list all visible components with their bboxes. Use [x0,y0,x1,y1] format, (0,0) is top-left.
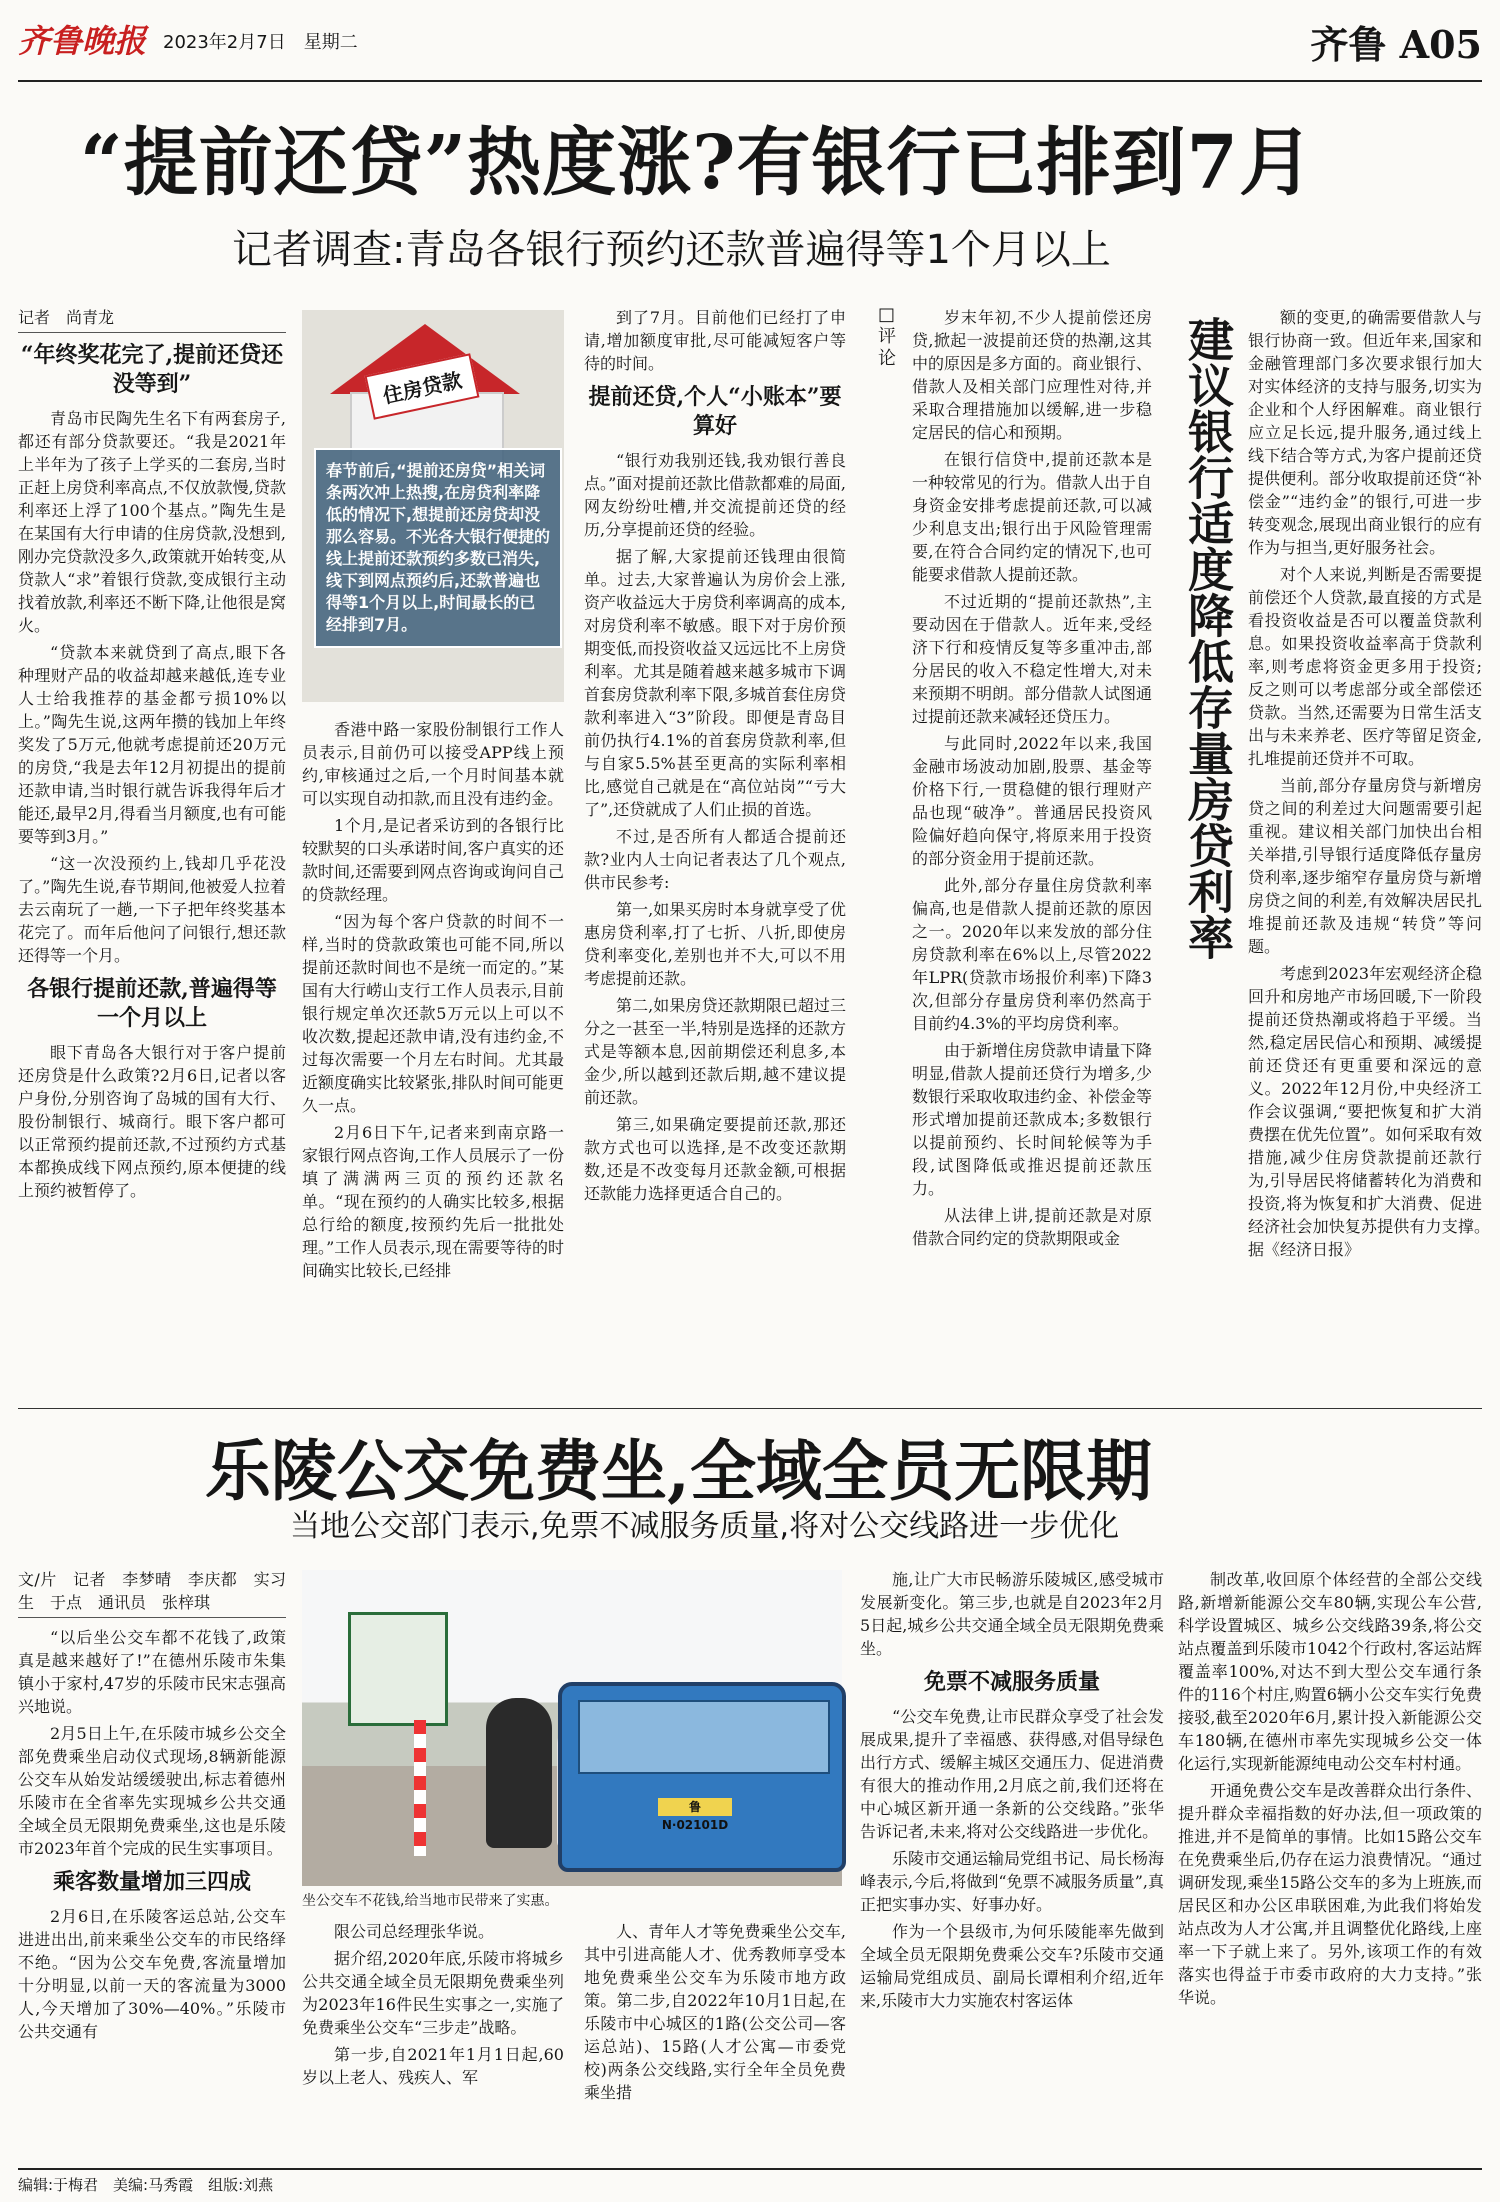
house-loan-photo [302,310,564,702]
story2-column-4 [860,1568,1164,2156]
paragraph: 2月6日下午,记者来到南京路一家银行网点咨询,工作人员展示了一份填了满满两三页的预约还款名单。“现在预约的人确实比较多,根据总行给的额度,按预约先后一批批处理。”工作人员表示,现在需要等待的时间确实比较长,已经排 [302,1123,564,1280]
paragraph: 第二,如果房贷还款期限已超过三分之一甚至一半,特别是选择的还款方式是等额本息,因前期偿还利息多,本金少,所以越到还款后期,越不建议提前还款。 [584,996,846,1107]
paragraph: “因为每个客户贷款的时间不一样,当时的贷款政策也可能不同,所以提前还款时间也不是统一而定的。”某国有大行崂山支行工作人员表示,目前银行规定单次还款5万元以上可以不收次数,提起还款申请,没有违约金,不过每次需要一个月左右时间。尤其最近额度确实比较紧张,排队时间可能更久一点。 [302,912,564,1115]
paragraph: 开通免费公交车是改善群众出行条件、提升群众幸福指数的好办法,但一项政策的推进,并不是简单的事情。比如15路公交车在免费乘坐后,仍存在运力浪费情况。“通过调研发现,乘坐15路公交车的多为上班族,而居民区和办公区串联困难,为此我们将始发站点改为人才公寓,并且调整优化路线,上座率一下子就上来了。另外,该项工作的有效落实也得益于市委市政府的大力支持。”张华说。 [1178,1781,1483,2007]
section-subheading: 乘客数量增加三四成 [52,1869,251,1895]
paragraph: 青岛市民陶先生名下有两套房子,都还有部分贷款要还。“我是2021年上半年为了孩子上学买的二套房,当时正赶上房贷利率高点,不仅放款慢,贷款利率还上浮了100个基点。”陶先生是在某国有大行申请的住房贷款,没想到,刚办完贷款没多久,政策就开始转变,从贷款人“求”着银行贷款,变成银行主动找着放款,利率还不断下降,让他很是窝火。 [18,409,286,635]
paragraph: 作为一个县级市,为何乐陵能率先做到全域全员无限期免费乘公交车?乐陵市交通运输局党组成员、副局长谭相利介绍,近年来,乐陵市大力实施农村客运体 [860,1922,1164,2010]
bus-boarding-photo [302,1570,842,1886]
paragraph: 制改革,收回原个体经营的全部公交线路,新增新能源公交车80辆,实现公车公营,科学设置城区、城乡公交线路39条,将公交站点覆盖到乐陵市1042个行政村,客运站辉覆盖率100%,对达不到大型公交车通行条件的116个村庄,购置6辆小公交车实行免费接驳,截至2020年6月,累计投入新能源公交车180辆,在德州市率先实现城乡公交一体化运行,实现新能源纯电动公交车村村通。 [1178,1570,1482,1773]
paragraph: “以后坐公交车都不花钱了,政策真是越来越好了!”在德州乐陵市朱集镇小于家村,47岁的乐陵市民宋志强高兴地说。 [18,1628,286,1716]
striped-pole-icon [414,1720,426,1856]
commentary-column-2 [1248,306,1499,1408]
paragraph: 在银行信贷中,提前还款本是一种较常见的行为。借款人出于自身资金安排考虑提前还款,可以减少利息支出;银行出于风险管理需要,在符合合同约定的情况下,也可能要求借款人提前还款。 [912,450,1153,584]
story1-column-2 [302,718,564,1408]
story1-column-3 [584,306,846,1408]
paragraph: “公交车免费,让市民群众享受了社会发展成果,提升了幸福感、获得感,对倡导绿色出行方式、缓解主城区交通压力、促进消费有很大的推动作用,2月底之前,我们还将在中心城区新开通一条新的公交线路。”张华告诉记者,未来,将对公交线路进一步优化。 [860,1707,1165,1841]
paragraph: 人、青年人才等免费乘坐公交车,其中引进高能人才、优秀教师享受本地免费乘坐公交车为乐陵市地方政策。第二步,自2022年10月1日起,在乐陵市中心城区的1路(公交公司—客运总站)、15路(人才公寓—市委党校)两条公交线路,实行全年全员免费乘坐措 [584,1922,846,2102]
editor-credits: 编辑:于梅君 美编:马秀霞 组版:刘燕 [18,2168,1482,2195]
paragraph: 到了7月。目前他们已经打了申请,增加额度审批,尽可能减短客户等待的时间。 [584,308,846,373]
paragraph: 从法律上讲,提前还款是对原借款合同约定的贷款期限或金 [912,1206,1152,1248]
paragraph: 不过,是否所有人都适合提前还款?业内人士向记者表达了几个观点,供市民参考: [584,827,846,892]
bus-photo-caption: 坐公交车不花钱,给当地市民带来了实惠。 [302,1893,559,1909]
paragraph: 施,让广大市民畅游乐陵城区,感受城市发展新变化。第三步,也就是自2023年2月5日起,城乡公共交通全域全员无限期免费乘坐。 [860,1570,1164,1658]
paragraph: 由于新增住房贷款申请量下降明显,借款人提前还贷行为增多,少数银行采取收取违约金、补偿金等形式增加提前还款成本;多数银行以提前预约、长时间轮候等为手段,试图降低或推迟提前还款压力。 [912,1041,1153,1198]
paragraph: 考虑到2023年宏观经济企稳回升和房地产市场回暖,下一阶段提前还贷热潮或将趋于平缓。当然,稳定居民信心和预期、减缓提前还贷还有更重要和深远的意义。2022年12月份,中央经济工作会议强调,“要把恢复和扩大消费摆在优先位置”。如何采取有效措施,减少住房贷款提前还款行为,引导居民将储蓄转化为消费和投资,将为恢复和扩大消费、促进经济社会加快复苏提供有力支撑。 据《经济日报》 [1248,964,1499,1259]
section-page-number: 齐鲁 A05 [1310,22,1482,67]
paragraph: 对个人来说,判断是否需要提前偿还个人贷款,最直接的方式是看投资收益是否可以覆盖贷款利息。如果投资收益率高于贷款利率,则考虑将资金更多用于投资;反之则可以考虑部分或全部偿还贷款。当然,还需要为日常生活支出与未来养老、医疗等留足资金,扎堆提前还贷并不可取。 [1248,565,1482,768]
paragraph: 当前,部分存量房贷与新增房贷之间的利差过大问题需要引起重视。建议相关部门加快出台相关举措,引导银行适度降低存量房贷利率,逐步缩窄存量房贷与新增房贷之间的利差,有效解决居民扎堆提前还款及违规“转贷”等问题。 [1248,776,1482,956]
section-subheading: 免票不减服务质量 [923,1669,1100,1695]
section-subheading: 各银行提前还款,普遍得等一个月以上 [27,976,277,1031]
story1-byline: 记者 尚青龙 [18,306,286,333]
subheadline-free-bus: 当地公交部门表示,免票不减服务质量,将对公交线路进一步优化 [290,1509,1120,1544]
paragraph: 限公司总经理张华说。 [334,1922,495,1941]
paragraph: “贷款本来就贷到了高点,眼下各种理财产品的收益却越来越低,连专业人士给我推荐的基金都亏损10%以上。”陶先生说,这两年攒的钱加上年终奖发了5万元,他就考虑提前还20万元的房贷,“我是去年12月初提出的提前还款申请,当时银行就告诉我得年后才能还,最早2月,得看当月额度,也有可能要等到3月。” [18,643,286,846]
story1-column-1 [18,306,286,1406]
house-loan-tag: 住房贷款 [365,353,480,419]
commentary-column-1 [912,306,1152,1408]
paragraph: 不过近期的“提前还款热”,主要动因在于借款人。近年来,受经济下行和疫情反复等多重冲击,部分居民的收入不稳定性增大,对未来预期不明朗。部分借款人试图通过提前还款来减轻还贷压力。 [912,592,1153,726]
paragraph: 第一步,自2021年1月1日起,60岁以上老人、残疾人、军 [302,2045,564,2087]
paragraph: 2月6日,在乐陵客运总站,公交车进进出出,前来乘坐公交车的市民络绎不绝。“因为公交车免费,客流量增加十分明显,以前一天的客流量为3000人,今天增加了30%—40%。”乐陵市公共交通有 [18,1907,286,2041]
story2-column-1 [18,1568,286,2156]
photo-caption-box: 春节前后,“提前还房贷”相关词条两次冲上热搜,在房贷利率降低的情况下,想提前还房贷却没那么容易。不光各大银行便捷的线上提前还款预约多数已消失,线下到网点预约后,还款普遍也得等1个月以上,时间最长的已经排到7月。 [314,448,562,648]
paragraph: 眼下青岛各大银行对于客户提前还房贷是什么政策?2月6日,记者以客户身份,分别咨询了岛城的国有大行、股份制银行、城商行。眼下客户都可以正常预约提前还款,不过预约方式基本都换成线下网点预约,原本便捷的线上预约被暂停了。 [18,1043,286,1200]
section-subheading: 提前还贷,个人“小账本”要算好 [588,384,842,439]
paragraph: 据介绍,2020年底,乐陵市将城乡公共交通全域全员无限期免费乘坐列为2023年16件民生实事之一,实施了免费乘坐公交车“三步走”战略。 [302,1949,564,2037]
story2-column-2 [302,1920,564,2156]
headline-free-bus: 乐陵公交免费坐,全域全员无限期 [205,1432,1152,1510]
paragraph: 额的变更,的确需要借款人与银行协商一致。但近年来,国家和金融管理部门多次要求银行加大对实体经济的支持与服务,切实为企业和个人纾困解难。商业银行应立足长远,提升服务,通过线上线下结合等方式,为客户提前还贷提供便利。部分收取提前还贷“补偿金”“违约金”的银行,可进一步转变观念,展现出商业银行的应有作为与担当,更好服务社会。 [1248,308,1482,557]
masthead [18,10,1482,82]
paragraph: “银行劝我别还钱,我劝银行善良点。”面对提前还款比借款都难的局面,网友纷纷吐槽,并交流提前还贷的经历,分享提前还贷的经验。 [584,451,846,539]
paragraph: 2月5日上午,在乐陵市城乡公交全部免费乘坐启动仪式现场,8辆新能源公交车从始发站缓缓驶出,标志着德州乐陵市在全省率先实现城乡公共交通全域全员无限期免费乘坐,这也是乐陵市2023年首个完成的民生实事项目。 [18,1724,286,1858]
paragraph: 香港中路一家股份制银行工作人员表示,目前仍可以接受APP线上预约,审核通过之后,一个月时间基本就可以实现自动扣款,而且没有违约金。 [302,720,564,808]
section-subheading: “年终奖花完了,提前还贷还没等到” [20,342,284,397]
paragraph: 乐陵市交通运输局党组书记、局长杨海峰表示,今后,将做到“免票不减服务质量”,真正把实事办实、好事办好。 [860,1849,1165,1914]
paragraph: 第一,如果买房时本身就享受了优惠房贷利率,打了七折、八折,即使房贷利率变化,差别也并不大,可以不用考虑提前还款。 [584,900,846,988]
bus-license-plate: 鲁N·02101D [658,1798,732,1816]
paragraph: 岁末年初,不少人提前偿还房贷,掀起一波提前还贷的热潮,这其中的原因是多方面的。商业银行、借款人及相关部门应理性对待,并采取合理措施加以缓解,进一步稳定居民的信心和预期。 [912,308,1153,442]
story2-column-3 [584,1920,846,2156]
story2-byline: 文/片 记者 李梦晴 李庆都 实习生 于点 通讯员 张梓琪 [18,1568,286,1618]
paragraph: 与此同时,2022年以来,我国金融市场波动加剧,股票、基金等价格下行,一贯稳健的银行理财产品也现“破净”。普通居民投资风险偏好趋向保守,将原来用于投资的部分资金用于提前还款。 [912,734,1152,868]
paragraph: “这一次没预约上,钱却几乎花没了。”陶先生说,春节期间,他被爱人拉着去云南玩了一趟,一下子把年终奖基本花完了。而年后他问了问银行,想还款还得等一个月。 [18,854,286,965]
section-divider [18,1408,1482,1409]
commentary-label: □评论 [878,304,896,369]
headline-loan-prepayment: “提前还贷”热度涨?有银行已排到7月 [80,120,1314,206]
paragraph: 1个月,是记者采访到的各银行比较默契的口头承诺时间,客户真实的还款时间,还需要到网点咨询或询问自己的贷款经理。 [302,816,564,904]
paragraph: 第三,如果确定要提前还款,那还款方式也可以选择,是不改变还款期数,还是不改变每月还款金额,可根据还款能力选择更适合自己的。 [584,1115,846,1203]
commentary-title: 建议银行适度降低存量房贷利率 [1181,316,1235,960]
paragraph: 此外,部分存量住房贷款利率偏高,也是借款人提前还款的原因之一。2020年以来发放的部分住房贷款利率在6%以上,尽管2022年LPR(贷款市场报价利率)下降3次,但部分存量房贷利率仍然高于目前约4.3%的平均房贷利率。 [912,876,1152,1033]
passenger-figure [486,1698,552,1848]
paragraph: 据了解,大家提前还钱理由很简单。过去,大家普遍认为房价会上涨,资产收益远大于房贷利率调高的成本,对房贷利率不敏感。眼下对于房价预期变低,而投资收益又远远比不上房贷利率。尤其是随着越来越多城市下调首套房贷款利率下限,多城首套住房贷款利率进入“3”阶段。即便是青岛目前仍执行4.1%的首套房贷款利率,但与自家5.5%甚至更高的实际利率相比,感觉自己就是在“高位站岗”“亏大了”,还贷就成了人们止损的首选。 [584,547,846,819]
newspaper-logo: 齐鲁晚报 [18,22,147,60]
story2-column-5 [1178,1568,1482,2156]
bus-stop-sign-icon [348,1612,448,1726]
issue-date: 2023年2月7日 星期二 [163,32,358,53]
bus-icon [558,1682,846,1872]
subheadline-loan-prepayment: 记者调查:青岛各银行预约还款普遍得等1个月以上 [232,227,1111,273]
